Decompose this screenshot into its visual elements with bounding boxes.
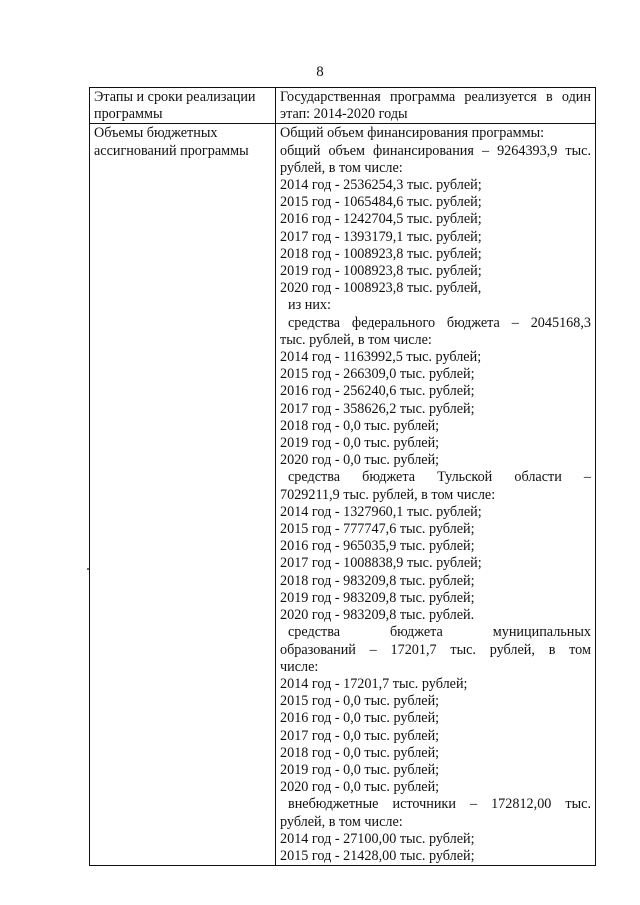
year-amount-line: 2014 год - 17201,7 тыс. рублей; — [280, 675, 468, 692]
year-amount-line: 2016 год - 1242704,5 тыс. рублей; — [280, 211, 482, 228]
year-amount-line: 2015 год - 21428,00 тыс. рублей; — [280, 847, 475, 864]
budget-line: рублей, в том числе: — [280, 813, 403, 830]
year-amount-line: 2017 год - 358626,2 тыс. рублей; — [280, 400, 475, 417]
year-amount-line: 2018 год - 0,0 тыс. рублей; — [280, 417, 440, 434]
year-amount-line: 2015 год - 1065484,6 тыс. рублей; — [280, 194, 482, 211]
year-amount-line: 2014 год - 27100,00 тыс. рублей; — [280, 830, 475, 847]
year-amount-line: 2015 год - 266309,0 тыс. рублей; — [280, 366, 475, 383]
extrabudgetary-line: внебюджетные источники – 172812,00 тыс. — [288, 796, 591, 813]
table-row-stages — [90, 88, 596, 124]
year-amount-line: 2018 год - 0,0 тыс. рублей; — [280, 744, 440, 761]
year-amount-line: 2017 год - 0,0 тыс. рублей; — [280, 727, 440, 744]
year-amount-line: 2017 год - 1393179,1 тыс. рублей; — [280, 228, 482, 245]
year-amount-line: 2017 год - 1008838,9 тыс. рублей; — [280, 555, 482, 572]
year-amount-line: 2018 год - 1008923,8 тыс. рублей; — [280, 245, 482, 262]
year-amount-line: 2019 год - 0,0 тыс. рублей; — [280, 435, 440, 452]
year-amount-line: 2015 год - 777747,6 тыс. рублей; — [280, 521, 475, 538]
budget-line: 7029211,9 тыс. рублей, в том числе: — [280, 486, 496, 503]
year-amount-line: 2019 год - 0,0 тыс. рублей; — [280, 761, 440, 778]
budget-line: рублей, в том числе: — [280, 159, 403, 176]
stages-value-cell: Государственная программа реализуется в один этап: 2014-2020 годы — [276, 88, 596, 124]
stages-label-cell: Этапы и сроки реализации программы — [90, 88, 276, 124]
table-row-budget — [90, 124, 596, 866]
budget-value-cell — [276, 124, 596, 866]
year-amount-line: 2014 год - 1163992,5 тыс. рублей; — [280, 349, 482, 366]
budget-line: тыс. рублей, в том числе: — [280, 331, 432, 348]
budget-line: числе: — [280, 658, 319, 675]
page-number: 8 — [316, 64, 324, 80]
year-amount-line: 2014 год - 2536254,3 тыс. рублей; — [280, 177, 482, 194]
year-amount-line: 2020 год - 983209,8 тыс. рублей. — [280, 607, 475, 624]
year-amount-line: 2016 год - 256240,6 тыс. рублей; — [280, 383, 475, 400]
year-amount-line: 2016 год - 0,0 тыс. рублей; — [280, 710, 440, 727]
budget-label-cell: Объемы бюджетных ассигнований программы — [90, 124, 276, 866]
budget-line: из них: — [288, 297, 331, 314]
budget-line: Общий объем финансирования программы: — [280, 125, 545, 142]
year-amount-line: 2018 год - 983209,8 тыс. рублей; — [280, 572, 475, 589]
budget-line: образований – 17201,7 тыс. рублей, в том — [280, 641, 591, 658]
year-amount-line: 2020 год - 1008923,8 тыс. рублей, — [280, 280, 482, 297]
budget-line: общий объем финансирования – 9264393,9 тыс. — [280, 142, 591, 159]
year-amount-line: 2016 год - 965035,9 тыс. рублей; — [280, 538, 475, 555]
year-amount-line: 2020 год - 0,0 тыс. рублей; — [280, 452, 440, 469]
federal-budget-line: средства федерального бюджета – 2045168,3 — [288, 314, 591, 331]
year-amount-line: 2019 год - 1008923,8 тыс. рублей; — [280, 263, 482, 280]
year-amount-line: 2020 год - 0,0 тыс. рублей; — [280, 779, 440, 796]
program-passport-table — [89, 87, 596, 866]
year-amount-line: 2015 год - 0,0 тыс. рублей; — [280, 693, 440, 710]
municipal-budget-line: средства бюджета муниципальных — [288, 624, 591, 641]
year-amount-line: 2014 год - 1327960,1 тыс. рублей; — [280, 503, 482, 520]
year-amount-line: 2019 год - 983209,8 тыс. рублей; — [280, 589, 475, 606]
regional-budget-line: средства бюджета Тульской области – — [288, 469, 591, 486]
